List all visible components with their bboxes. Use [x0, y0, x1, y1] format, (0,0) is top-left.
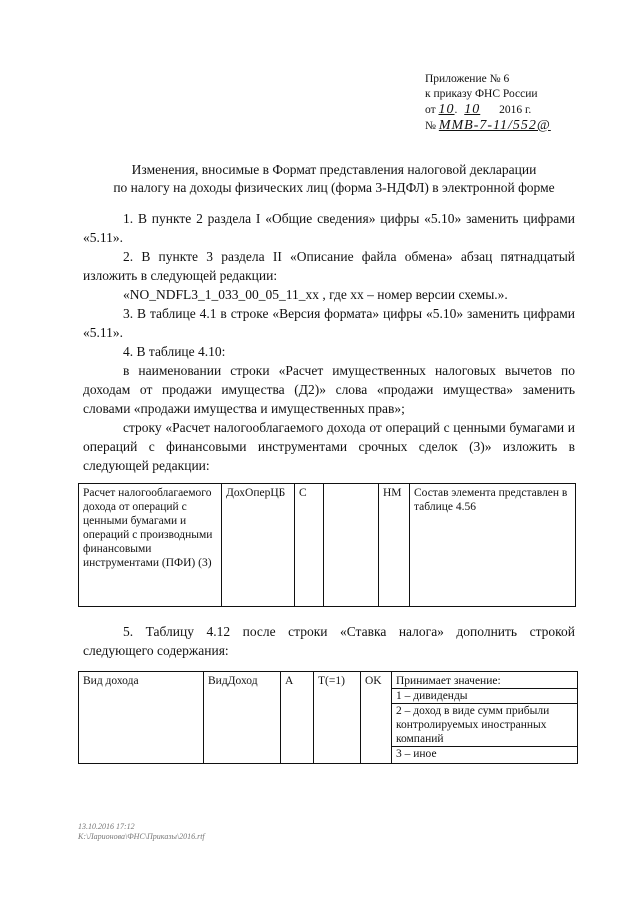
appendix-label: Приложение № 6	[425, 73, 510, 85]
handwritten-day: 10	[438, 102, 455, 117]
document-title	[60, 161, 608, 197]
description-cell: Состав элемента представлен в таблице 4.56	[410, 484, 576, 607]
order-number: № ММВ-7-11/552@	[425, 118, 551, 133]
value-1: 1 – дивиденды	[392, 688, 577, 703]
value-3: 3 – иное	[392, 746, 577, 761]
title-line-1: Изменения, вносимые в Формат представления налоговой декларации	[131, 162, 537, 177]
table-row	[79, 484, 576, 607]
title-line-2: по налогу на доходы физических лиц (форма 3-НДФЛ) в электронной форме	[113, 180, 555, 195]
paragraph-2-quote: «NO_NDFL3_1_033_00_05_11_xx , где xx – номер версии схемы.».	[123, 287, 508, 302]
paragraph-4: 4. В таблице 4.10:	[123, 344, 226, 359]
paragraph-4b: строку «Расчет налогооблагаемого дохода от операций с ценными бумагами и операций с финансовыми инструментами срочных сделок (3)» изложить в следующей редакции:	[83, 420, 575, 473]
format-cell: T(=1)	[314, 672, 361, 764]
element-name-cell: Расчет налогооблагаемого дохода от операций с ценными бумагами и операций с производными финансовыми инструментами (ПФИ) (3)	[79, 484, 222, 607]
tag-cell: ДохОперЦБ	[222, 484, 295, 607]
element-name-cell: Вид дохода	[79, 672, 204, 764]
type-cell: С	[295, 484, 324, 607]
handwritten-month: 10	[464, 102, 481, 117]
print-timestamp: 13.10.2016 17:12	[78, 822, 135, 831]
type-cell: А	[281, 672, 314, 764]
values-intro: Принимает значение:	[396, 675, 501, 687]
required-cell: OK	[361, 672, 392, 764]
description-cell	[392, 672, 578, 764]
tag-cell: ВидДоход	[204, 672, 281, 764]
paragraph-1: 1. В пункте 2 раздела I «Общие сведения» цифры «5.10» заменить цифрами «5.11».	[83, 211, 575, 245]
table-4-12-row	[78, 671, 578, 764]
required-cell: НМ	[379, 484, 410, 607]
file-path-stamp: К:\Ларионова\ФНС\Приказы\2016.rtf	[78, 832, 205, 841]
table-4-10-row	[78, 483, 576, 607]
order-date: от 10. 10 2016 г.	[425, 102, 532, 117]
approval-header	[425, 72, 551, 134]
paragraph-2: 2. В пункте 3 раздела II «Описание файла обмена» абзац пятнадцатый изложить в следующей редакции:	[83, 249, 575, 283]
format-cell	[324, 484, 379, 607]
handwritten-number: ММВ-7-11/552@	[438, 118, 551, 133]
order-reference: к приказу ФНС России	[425, 88, 538, 100]
paragraph-3: 3. В таблице 4.1 в строке «Версия формата» цифры «5.10» заменить цифрами «5.11».	[83, 306, 575, 340]
paragraph-5: 5. Таблицу 4.12 после строки «Ставка налога» дополнить строкой следующего содержания:	[83, 624, 575, 658]
value-2: 2 – доход в виде сумм прибыли контролируемых иностранных компаний	[392, 703, 577, 746]
paragraph-4a: в наименовании строки «Расчет имущественных налоговых вычетов по доходам от продажи имущества (Д2)» слова «продажи имущества» заменить словами «продажи имущества и имущественных прав»;	[83, 363, 575, 416]
table-row	[79, 672, 578, 764]
